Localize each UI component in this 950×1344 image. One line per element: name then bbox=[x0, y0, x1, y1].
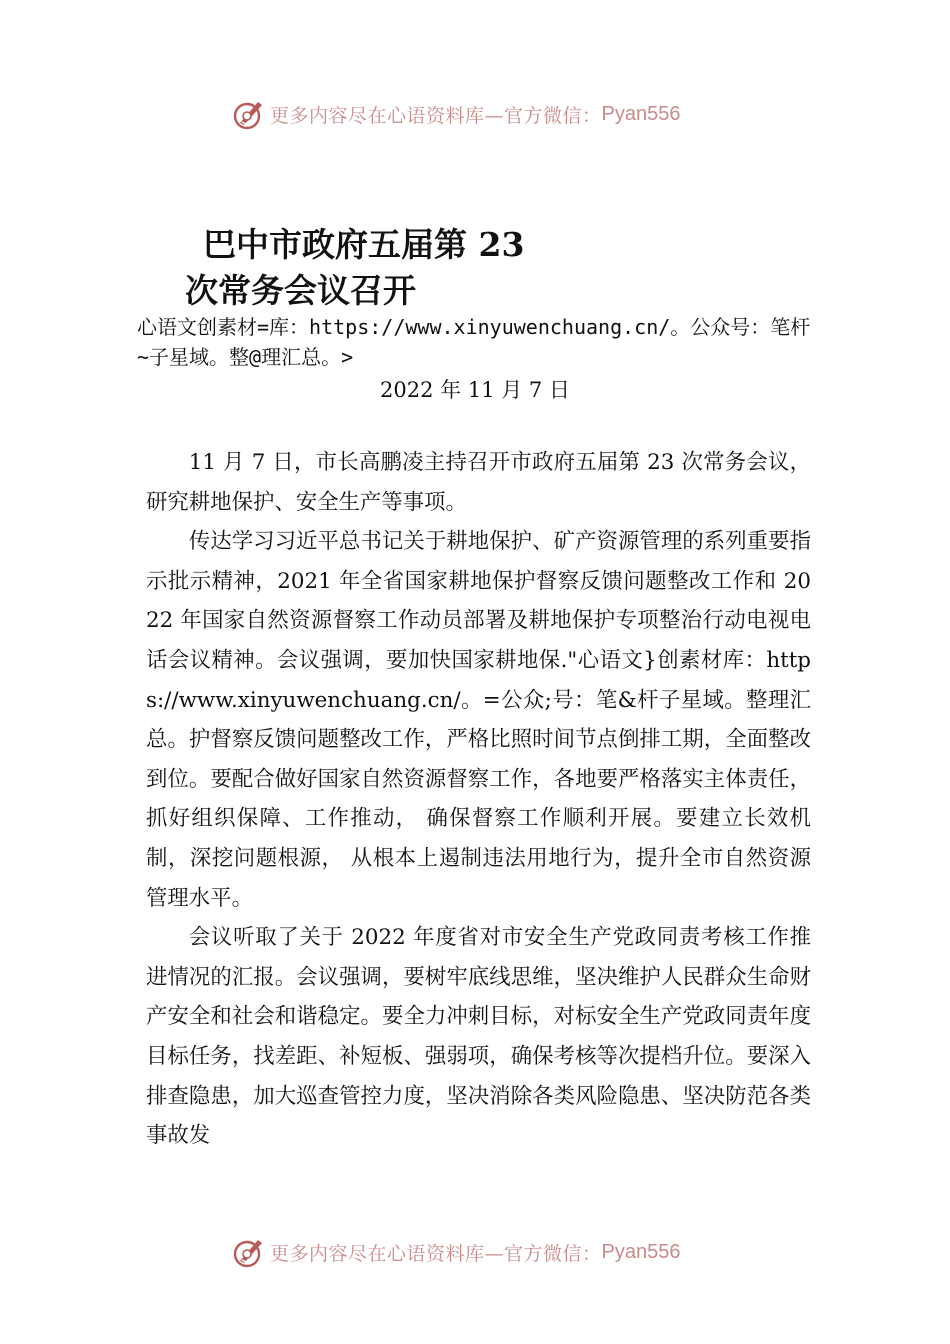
document-body bbox=[146, 443, 811, 1156]
title-line-2: 次常务会议召开 bbox=[185, 271, 416, 310]
source-note: 心语文创素材=库：https://www.xinyuwenchuang.cn/。公众号：笔杆~子星域。整@理汇总。> bbox=[137, 315, 811, 369]
paragraph: 传达学习习近平总书记关于耕地保护、矿产资源管理的系列重要指示批示精神，2021 年全省国家耕地保护督察反馈问题整改工作和 2022 年国家自然资源督察工作动员部署及耕地保护专项整治行动电视电话会议精神。会议强调，要加快国家耕地保."心语文}创素材库：https://www.xinyuwenchuang.cn/。=公众;号：笔&杆子星域。整理汇总。护督察反馈问题整改工作，严格比照时间节点倒排工期，全面整改到位。要配合做好国家自然资源督察工作，各地要严格落实主体责任，抓好组织保障、工作推动， 确保督察工作顺利开展。要建立长效机制，深挖问题根源， 从根本上遏制违法用地行为，提升全市自然资源管理水平。 bbox=[146, 529, 811, 911]
footer-watermark bbox=[232, 1234, 752, 1270]
quill-pen-logo-icon bbox=[232, 97, 266, 131]
quill-pen-logo-icon bbox=[232, 1235, 266, 1269]
watermark-text: 更多内容尽在心语资料库—官方微信： bbox=[270, 104, 602, 127]
header-watermark bbox=[232, 96, 752, 132]
watermark-wechat-id: Pyan556 bbox=[601, 1240, 681, 1263]
document-date: 2022 年 11 月 7 日 bbox=[380, 378, 570, 402]
paragraph: 会议听取了关于 2022 年度省对市安全生产党政同责考核工作推进情况的汇报。会议强调，要树牢底线思维，坚决维护人民群众生命财产安全和社会和谐稳定。要全力冲刺目标，对标安全生产党政同责年度目标任务，找差距、补短板、强弱项，确保考核等次提档升位。要深入排查隐患，加大巡查管控力度，坚决消除各类风险隐患、坚决防范各类事故发 bbox=[146, 925, 811, 1149]
watermark-text: 更多内容尽在心语资料库—官方微信： bbox=[270, 1242, 602, 1265]
title-line-1: 巴中市政府五届第 23 bbox=[203, 225, 525, 264]
paragraph: 11 月 7 日，市长高鹏凌主持召开市政府五届第 23 次常务会议，研究耕地保护、安全生产等事项。 bbox=[146, 450, 811, 515]
watermark-wechat-id: Pyan556 bbox=[601, 102, 681, 125]
document-title bbox=[185, 222, 605, 314]
